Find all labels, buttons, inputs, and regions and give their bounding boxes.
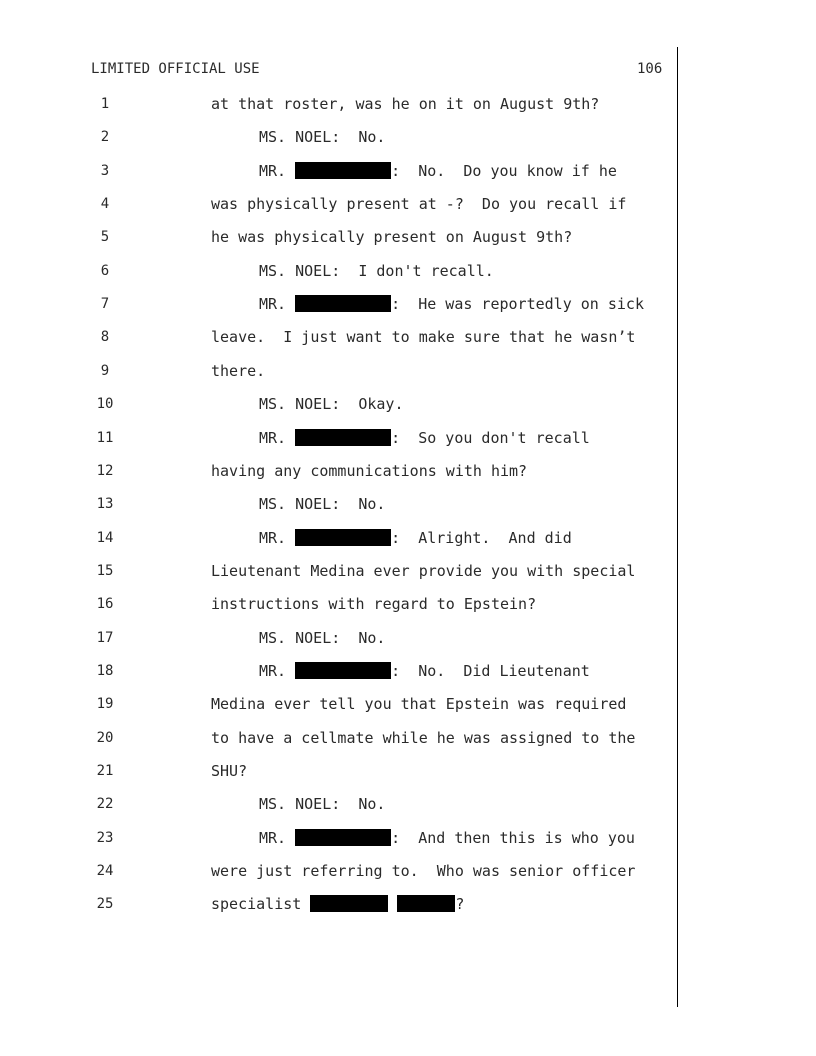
transcript-line xyxy=(0,195,816,219)
line-number: 25 xyxy=(96,896,114,913)
line-text xyxy=(211,895,464,913)
text-run: at that roster, was he on it on August 9th? xyxy=(211,95,600,113)
line-text xyxy=(259,529,572,547)
line-text xyxy=(211,195,626,213)
redaction-box xyxy=(295,529,391,546)
transcript-line xyxy=(0,862,816,886)
text-run: : And then this is who you xyxy=(391,828,635,847)
line-text xyxy=(259,395,404,413)
transcript-line xyxy=(0,895,816,919)
line-number: 3 xyxy=(100,162,110,179)
line-text xyxy=(211,328,635,346)
text-run xyxy=(388,895,397,913)
redaction-box xyxy=(295,662,391,679)
text-run: MS. NOEL: I don't recall. xyxy=(259,261,494,280)
redaction-box xyxy=(295,429,391,446)
transcript-line xyxy=(0,729,816,753)
text-run: : No. Did Lieutenant xyxy=(391,661,590,680)
line-text xyxy=(211,562,635,580)
text-run: instructions with regard to Epstein? xyxy=(211,595,537,614)
text-run: he was physically present on August 9th? xyxy=(211,228,573,247)
transcript-line xyxy=(0,295,816,319)
redaction-box xyxy=(295,829,391,846)
transcript-line xyxy=(0,462,816,486)
transcript-line xyxy=(0,795,816,819)
text-run: MS. NOEL: No. xyxy=(259,628,386,647)
text-run: Medina ever tell you that Epstein was required xyxy=(211,695,627,714)
transcript-line xyxy=(0,328,816,352)
line-number: 1 xyxy=(100,96,110,112)
transcript-line xyxy=(0,395,816,419)
text-run: there. xyxy=(211,361,266,380)
line-number: 2 xyxy=(100,129,110,146)
transcript-line xyxy=(0,162,816,186)
line-number: 8 xyxy=(100,329,110,346)
transcript-line xyxy=(0,362,816,386)
line-text xyxy=(259,629,385,647)
redaction-box xyxy=(310,895,388,912)
line-number: 10 xyxy=(96,396,114,413)
text-run: having any communications with him? xyxy=(211,461,528,480)
text-run: : He was reportedly on sick xyxy=(391,295,644,314)
line-text xyxy=(211,729,635,747)
line-text xyxy=(259,429,590,447)
transcript-line xyxy=(0,595,816,619)
text-run: leave. I just want to make sure that he wasn’t xyxy=(211,328,636,347)
text-run: MS. NOEL: No. xyxy=(259,128,386,147)
line-text xyxy=(259,162,617,180)
line-text xyxy=(259,495,385,513)
text-run: MR. xyxy=(259,828,296,847)
classification-header: LIMITED OFFICIAL USE xyxy=(91,61,260,77)
line-text xyxy=(259,262,494,280)
text-run: was physically present at -? Do you recall if xyxy=(211,195,627,214)
transcript-line xyxy=(0,662,816,686)
text-run: SHU? xyxy=(211,762,248,780)
line-number: 16 xyxy=(96,596,114,613)
line-number: 6 xyxy=(100,262,110,279)
line-number: 15 xyxy=(96,562,114,579)
line-text xyxy=(211,695,626,713)
line-text xyxy=(211,595,536,613)
text-run: : Alright. And did xyxy=(391,528,572,547)
line-number: 14 xyxy=(96,529,114,546)
line-text xyxy=(259,295,644,313)
redaction-box xyxy=(295,295,391,312)
transcript-line xyxy=(0,128,816,152)
text-run: : So you don't recall xyxy=(391,428,590,447)
redaction-box xyxy=(295,162,391,179)
line-number: 9 xyxy=(100,362,110,379)
line-number: 19 xyxy=(96,696,114,713)
line-number: 11 xyxy=(96,429,114,446)
text-run: Lieutenant Medina ever provide you with special xyxy=(211,561,636,580)
page-number: 106 xyxy=(637,61,663,77)
line-text xyxy=(211,362,265,380)
line-number: 24 xyxy=(96,863,114,880)
text-run: MS. NOEL: No. xyxy=(259,495,386,514)
line-text xyxy=(211,462,527,480)
text-run: : No. Do you know if he xyxy=(391,161,617,180)
text-run: MR. xyxy=(259,161,296,180)
line-text xyxy=(259,662,590,680)
line-number: 4 xyxy=(100,196,110,213)
transcript-line xyxy=(0,562,816,586)
transcript-line xyxy=(0,695,816,719)
text-run: MR. xyxy=(259,428,296,447)
text-run: MS. NOEL: Okay. xyxy=(259,395,404,414)
transcript-line xyxy=(0,762,816,786)
text-run: MR. xyxy=(259,295,296,314)
line-text xyxy=(211,862,635,880)
line-text xyxy=(259,795,385,813)
line-text xyxy=(211,95,599,113)
transcript-line xyxy=(0,262,816,286)
transcript-line xyxy=(0,829,816,853)
transcript-line xyxy=(0,95,816,119)
transcript-line xyxy=(0,529,816,553)
transcript-line xyxy=(0,429,816,453)
line-number: 18 xyxy=(96,662,114,679)
line-number: 23 xyxy=(96,829,114,846)
text-run: MR. xyxy=(259,528,296,547)
line-number: 17 xyxy=(96,629,114,646)
line-number: 13 xyxy=(96,496,114,513)
line-text xyxy=(211,228,572,246)
text-run: MS. NOEL: No. xyxy=(259,795,386,814)
text-run: MR. xyxy=(259,661,296,680)
line-number: 21 xyxy=(96,763,114,779)
transcript-line xyxy=(0,629,816,653)
line-number: 22 xyxy=(96,796,114,813)
transcript-line xyxy=(0,228,816,252)
line-number: 5 xyxy=(100,229,110,246)
text-run: were just referring to. Who was senior officer xyxy=(211,862,636,881)
transcript-line xyxy=(0,495,816,519)
text-run: to have a cellmate while he was assigned to the xyxy=(211,728,636,747)
line-text xyxy=(211,762,247,780)
line-text xyxy=(259,829,635,847)
line-number: 12 xyxy=(96,462,114,479)
line-text xyxy=(259,128,385,146)
line-number: 7 xyxy=(100,296,110,313)
line-number: 20 xyxy=(96,729,114,746)
text-run: ? xyxy=(455,895,465,914)
text-run: specialist xyxy=(211,895,311,914)
redaction-box xyxy=(397,895,455,912)
